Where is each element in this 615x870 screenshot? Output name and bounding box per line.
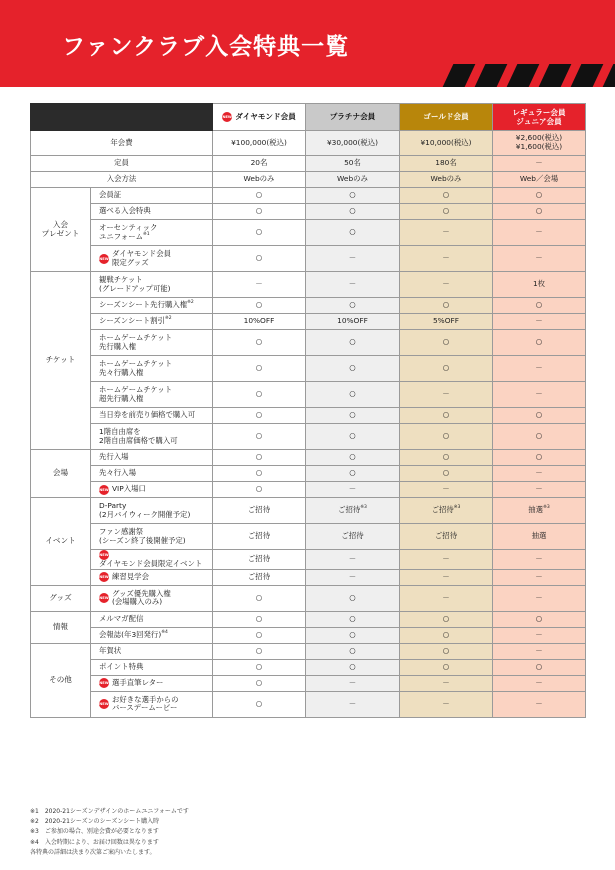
cell-value: － bbox=[400, 220, 493, 246]
cell-value: ○ bbox=[493, 659, 586, 675]
column-header-diamond: NEW ダイヤモンド会員 bbox=[213, 104, 306, 131]
cell-value: ○ bbox=[306, 204, 400, 220]
cell-value: ○ bbox=[213, 382, 306, 408]
feature-label: 1階自由席を 2階自由席価格で購入可 bbox=[99, 426, 178, 445]
cell-value: － bbox=[493, 643, 586, 659]
table-header-row bbox=[31, 104, 586, 131]
feature-cell bbox=[91, 524, 213, 550]
feature-label: ホームゲームチケット 先々行購入権 bbox=[99, 358, 173, 377]
footnote-ref: ※4 bbox=[161, 629, 168, 635]
table-row bbox=[31, 272, 586, 298]
table-row bbox=[31, 627, 586, 643]
cell-value: ¥30,000(税込) bbox=[306, 131, 400, 156]
cell-value: － bbox=[213, 272, 306, 298]
cell-value: 5%OFF bbox=[400, 314, 493, 330]
cell-value: ○ bbox=[213, 466, 306, 482]
cell-value: － bbox=[493, 356, 586, 382]
cell-value: ○ bbox=[493, 450, 586, 466]
feature-cell bbox=[91, 659, 213, 675]
cell-value: ○ bbox=[493, 204, 586, 220]
cell-value: ご招待 bbox=[213, 524, 306, 550]
cell-value: ○ bbox=[306, 356, 400, 382]
cell-value: － bbox=[493, 314, 586, 330]
cell-value: ○ bbox=[306, 466, 400, 482]
feature-label: 会員証 bbox=[99, 190, 122, 200]
table-row bbox=[31, 382, 586, 408]
feature-label: お好きな選手からの バースデームービー bbox=[112, 694, 179, 713]
feature-cell bbox=[91, 408, 213, 424]
feature-cell bbox=[91, 482, 213, 498]
cell-value: ○ bbox=[493, 611, 586, 627]
footnotes bbox=[30, 807, 189, 858]
feature-label: ファン感謝祭 (シーズン終了後開催予定) bbox=[99, 526, 186, 545]
feature-label: 会報誌(年3回発行)$^{※4}$ bbox=[99, 629, 168, 639]
table-row bbox=[31, 131, 586, 156]
cell-value: ○ bbox=[306, 424, 400, 450]
footnote-ref: ※2 bbox=[164, 316, 172, 322]
cell-value: － bbox=[306, 482, 400, 498]
cell-value: Webのみ bbox=[400, 172, 493, 188]
feature-label: ダイヤモンド会員限定イベント bbox=[99, 559, 203, 568]
cell-value: － bbox=[306, 550, 400, 570]
column-header-gold: ゴールド会員 bbox=[400, 104, 493, 131]
cell-value: ご招待 bbox=[400, 524, 493, 550]
cell-value: ○ bbox=[213, 204, 306, 220]
cell-value: － bbox=[493, 466, 586, 482]
table-row bbox=[31, 643, 586, 659]
table-row bbox=[31, 220, 586, 246]
feature-label: D-Party (2月バイウィーク開催予定) bbox=[99, 500, 191, 519]
feature-cell bbox=[91, 356, 213, 382]
benefits-table-wrapper bbox=[30, 103, 585, 718]
cell-value: 10%OFF bbox=[306, 314, 400, 330]
cell-value: ご招待$^{※3}$ bbox=[400, 498, 493, 524]
cell-value: － bbox=[493, 691, 586, 717]
feature-label: 年賀状 bbox=[99, 645, 122, 655]
table-row bbox=[31, 550, 586, 570]
cell-value: － bbox=[400, 246, 493, 272]
category-cell: 入会 プレゼント bbox=[31, 188, 91, 272]
category-cell: その他 bbox=[31, 643, 91, 717]
feature-cell bbox=[91, 246, 213, 272]
feature-cell bbox=[91, 585, 213, 611]
cell-value: ○ bbox=[306, 659, 400, 675]
cell-value: ¥2,600(税込) ¥1,600(税込) bbox=[493, 131, 586, 156]
table-row bbox=[31, 482, 586, 498]
table-row bbox=[31, 204, 586, 220]
table-row bbox=[31, 156, 586, 172]
category-cell: グッズ bbox=[31, 585, 91, 611]
cell-value: ○ bbox=[400, 298, 493, 314]
cell-value: － bbox=[306, 569, 400, 585]
new-badge-icon: NEW bbox=[99, 485, 109, 495]
table-row bbox=[31, 330, 586, 356]
cell-value: ○ bbox=[306, 298, 400, 314]
footnote-ref: ※3 bbox=[360, 505, 367, 511]
feature-cell bbox=[91, 204, 213, 220]
feature-label: ダイヤモンド会員 限定グッズ bbox=[112, 248, 171, 267]
cell-value: － bbox=[306, 691, 400, 717]
cell-value: － bbox=[493, 220, 586, 246]
feature-label: グッズ優先購入権 (会場購入のみ) bbox=[112, 588, 171, 607]
feature-cell bbox=[91, 450, 213, 466]
cell-value: Webのみ bbox=[213, 172, 306, 188]
header-blank-cell bbox=[31, 104, 213, 131]
table-row bbox=[31, 408, 586, 424]
cell-value: ○ bbox=[400, 643, 493, 659]
cell-value: ご招待 bbox=[213, 569, 306, 585]
cell-value: 1枚 bbox=[493, 272, 586, 298]
category-cell: 会場 bbox=[31, 450, 91, 498]
cell-value: ○ bbox=[213, 643, 306, 659]
cell-value: － bbox=[306, 675, 400, 691]
feature-label: 選べる入会特典 bbox=[99, 206, 151, 216]
cell-value: ○ bbox=[213, 188, 306, 204]
feature-cell bbox=[91, 330, 213, 356]
row-label: 定員 bbox=[31, 156, 213, 172]
cell-value: ○ bbox=[493, 188, 586, 204]
cell-value: ○ bbox=[213, 424, 306, 450]
table-row bbox=[31, 450, 586, 466]
feature-cell bbox=[91, 498, 213, 524]
cell-value: － bbox=[493, 382, 586, 408]
cell-value: ○ bbox=[213, 330, 306, 356]
cell-value: ○ bbox=[400, 627, 493, 643]
table-row bbox=[31, 498, 586, 524]
cell-value: ご招待 bbox=[213, 550, 306, 570]
category-cell: イベント bbox=[31, 498, 91, 586]
cell-value: － bbox=[306, 272, 400, 298]
category-cell: チケット bbox=[31, 272, 91, 450]
cell-value: ○ bbox=[306, 188, 400, 204]
table-row bbox=[31, 298, 586, 314]
cell-value: － bbox=[400, 382, 493, 408]
cell-value: ○ bbox=[306, 627, 400, 643]
cell-value: ○ bbox=[213, 220, 306, 246]
footnote-ref: ※1 bbox=[142, 231, 150, 237]
cell-value: 10%OFF bbox=[213, 314, 306, 330]
new-badge-icon: NEW bbox=[99, 678, 109, 688]
cell-value: ご招待 bbox=[213, 498, 306, 524]
footnote-ref: ※2 bbox=[187, 300, 194, 306]
new-badge-icon: NEW bbox=[99, 572, 109, 582]
feature-label: シーズンシート先行購入権$^{※2}$ bbox=[99, 300, 194, 310]
new-badge-icon: NEW bbox=[222, 112, 232, 122]
feature-cell bbox=[91, 569, 213, 585]
table-row bbox=[31, 659, 586, 675]
cell-value: 180名 bbox=[400, 156, 493, 172]
cell-value: ○ bbox=[400, 424, 493, 450]
decorative-stripes bbox=[440, 64, 615, 87]
table-row bbox=[31, 424, 586, 450]
cell-value: － bbox=[400, 482, 493, 498]
table-row bbox=[31, 466, 586, 482]
feature-label: メルマガ配信 bbox=[99, 613, 144, 623]
cell-value: Web／会場 bbox=[493, 172, 586, 188]
feature-cell bbox=[91, 627, 213, 643]
feature-label: シーズンシート割引$^{※2}$ bbox=[99, 316, 172, 326]
cell-value: ご招待$^{※3}$ bbox=[306, 498, 400, 524]
feature-cell bbox=[91, 691, 213, 717]
feature-cell bbox=[91, 675, 213, 691]
cell-value: ○ bbox=[306, 408, 400, 424]
cell-value: 抽選 bbox=[493, 524, 586, 550]
cell-value: － bbox=[493, 675, 586, 691]
cell-value: ○ bbox=[306, 220, 400, 246]
feature-cell bbox=[91, 188, 213, 204]
cell-value: Webのみ bbox=[306, 172, 400, 188]
cell-value: 20名 bbox=[213, 156, 306, 172]
cell-value: ○ bbox=[213, 611, 306, 627]
cell-value: － bbox=[306, 246, 400, 272]
cell-value: 50名 bbox=[306, 156, 400, 172]
cell-value: ○ bbox=[213, 408, 306, 424]
cell-value: － bbox=[493, 550, 586, 570]
cell-value: － bbox=[493, 585, 586, 611]
feature-label: 当日券を前売り価格で購入可 bbox=[99, 410, 196, 420]
cell-value: － bbox=[493, 246, 586, 272]
feature-label: 観戦チケット (グレードアップ可能) bbox=[99, 274, 171, 293]
feature-cell bbox=[91, 550, 213, 570]
cell-value: ○ bbox=[400, 408, 493, 424]
cell-value: ○ bbox=[493, 298, 586, 314]
cell-value: ¥10,000(税込) bbox=[400, 131, 493, 156]
cell-value: ○ bbox=[400, 356, 493, 382]
footnote-line: ※2 2020-21シーズンのシーズンシート購入時 bbox=[30, 818, 160, 826]
footnote-ref: ※3 bbox=[453, 505, 461, 511]
cell-value: － bbox=[400, 550, 493, 570]
feature-cell bbox=[91, 643, 213, 659]
cell-value: ○ bbox=[306, 330, 400, 356]
table-row bbox=[31, 675, 586, 691]
new-badge-icon: NEW bbox=[99, 550, 109, 560]
feature-cell bbox=[91, 382, 213, 408]
cell-value: ○ bbox=[493, 424, 586, 450]
table-body bbox=[31, 131, 586, 718]
footnote-ref: ※3 bbox=[543, 505, 550, 511]
feature-label: VIP入場口 bbox=[112, 484, 146, 494]
cell-value: ○ bbox=[213, 298, 306, 314]
cell-value: ○ bbox=[213, 659, 306, 675]
cell-value: － bbox=[400, 585, 493, 611]
cell-value: ○ bbox=[213, 246, 306, 272]
table-row bbox=[31, 172, 586, 188]
table-row bbox=[31, 569, 586, 585]
cell-value: ご招待 bbox=[306, 524, 400, 550]
new-badge-icon: NEW bbox=[99, 254, 109, 264]
cell-value: － bbox=[493, 482, 586, 498]
table-row bbox=[31, 314, 586, 330]
cell-value: ○ bbox=[400, 330, 493, 356]
cell-value: 抽選$^{※3}$ bbox=[493, 498, 586, 524]
cell-value: － bbox=[493, 569, 586, 585]
cell-value: ○ bbox=[400, 188, 493, 204]
cell-value: ○ bbox=[306, 643, 400, 659]
column-header-platinum: プラチナ会員 bbox=[306, 104, 400, 131]
cell-value: ○ bbox=[400, 450, 493, 466]
cell-value: ○ bbox=[306, 450, 400, 466]
row-label: 入会方法 bbox=[31, 172, 213, 188]
table-row bbox=[31, 524, 586, 550]
feature-cell bbox=[91, 220, 213, 246]
cell-value: － bbox=[493, 627, 586, 643]
column-header-regular: レギュラー会員 ジュニア会員 bbox=[493, 104, 586, 131]
table-row bbox=[31, 188, 586, 204]
table-row bbox=[31, 356, 586, 382]
feature-label: オーセンティック ユニフォーム$^{※1}$ bbox=[99, 222, 158, 241]
new-badge-icon: NEW bbox=[99, 699, 109, 709]
feature-label: ポイント特典 bbox=[99, 661, 144, 671]
cell-value: － bbox=[400, 272, 493, 298]
feature-label: ホームゲームチケット 先行購入権 bbox=[99, 332, 173, 351]
footnote-line: 各特典の詳細は決まり次第ご案内いたします。 bbox=[30, 848, 156, 856]
feature-label: 先々行入場 bbox=[99, 468, 136, 478]
cell-value: ○ bbox=[400, 611, 493, 627]
new-badge-icon: NEW bbox=[99, 593, 109, 603]
feature-cell bbox=[91, 424, 213, 450]
table-row bbox=[31, 246, 586, 272]
cell-value: ○ bbox=[306, 585, 400, 611]
feature-label: ホームゲームチケット 超先行購入権 bbox=[99, 384, 173, 403]
cell-value: ○ bbox=[213, 482, 306, 498]
cell-value: ○ bbox=[213, 585, 306, 611]
feature-cell bbox=[91, 466, 213, 482]
cell-value: ○ bbox=[213, 450, 306, 466]
table-row bbox=[31, 611, 586, 627]
cell-value: ○ bbox=[213, 627, 306, 643]
cell-value: ○ bbox=[400, 204, 493, 220]
cell-value: － bbox=[400, 675, 493, 691]
feature-cell bbox=[91, 611, 213, 627]
footnote-line: ※1 2020-21シーズンデザインのホームユニフォームです bbox=[30, 808, 189, 815]
feature-cell bbox=[91, 314, 213, 330]
cell-value: ○ bbox=[213, 356, 306, 382]
cell-value: ○ bbox=[306, 611, 400, 627]
footnote-line: ※3 ご参加の場合、別途会費が必要となります bbox=[30, 828, 159, 836]
table-row bbox=[31, 585, 586, 611]
table-row bbox=[31, 691, 586, 717]
feature-label: 先行入場 bbox=[99, 452, 129, 462]
cell-value: ○ bbox=[493, 408, 586, 424]
header-banner bbox=[0, 0, 615, 87]
cell-value: ○ bbox=[400, 659, 493, 675]
cell-value: ○ bbox=[213, 691, 306, 717]
cell-value: ¥100,000(税込) bbox=[213, 131, 306, 156]
cell-value: － bbox=[493, 156, 586, 172]
cell-value: － bbox=[400, 691, 493, 717]
feature-cell bbox=[91, 298, 213, 314]
cell-value: ○ bbox=[213, 675, 306, 691]
feature-cell bbox=[91, 272, 213, 298]
cell-value: ○ bbox=[400, 466, 493, 482]
feature-label: 練習見学会 bbox=[112, 572, 149, 582]
footnote-line: ※4 入会時期により、お届け回数は異なります bbox=[30, 838, 159, 846]
cell-value: ○ bbox=[306, 382, 400, 408]
row-label: 年会費 bbox=[31, 131, 213, 156]
cell-value: ○ bbox=[493, 330, 586, 356]
benefits-table bbox=[30, 103, 586, 718]
category-cell: 情報 bbox=[31, 611, 91, 643]
page-title: ファンクラブ入会特典一覧 bbox=[62, 34, 350, 60]
feature-label: 選手直筆レター bbox=[112, 678, 164, 688]
cell-value: － bbox=[400, 569, 493, 585]
